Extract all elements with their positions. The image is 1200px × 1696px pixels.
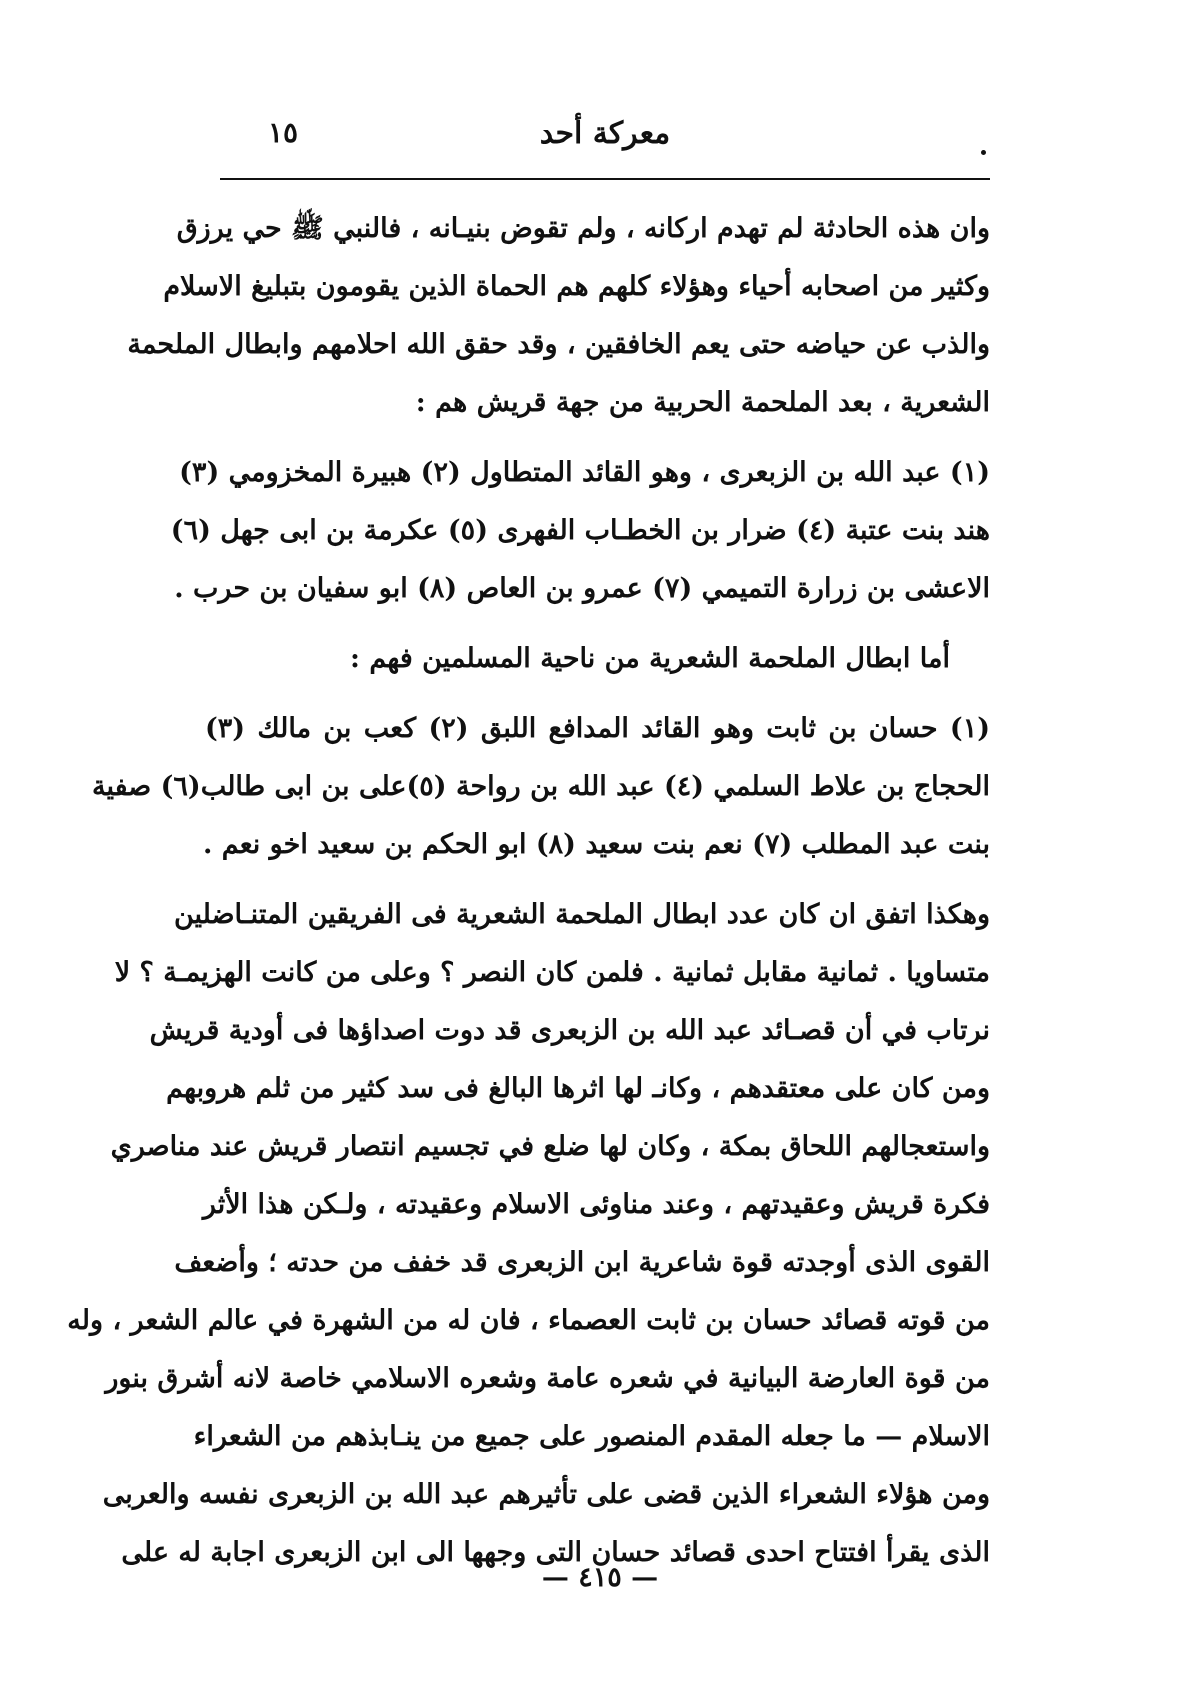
text-line: الذى يقرأ افتتاح احدى قصائد حسان التى وجهها الى ابن الزبعرى اجابة له على (121, 1537, 990, 1568)
running-title: معركة أحد (539, 116, 671, 151)
text-line: وكثير من اصحابه أحياء وهؤلاء كلهم هم الحماة الذين يقومون بتبليغ الاسلام (163, 271, 990, 302)
body-text (67, 200, 991, 1582)
text-line: وهكذا اتفق ان كان عدد ابطال الملحمة الشعرية فى الفريقين المتنـاضلين (173, 899, 990, 930)
text-line: وان هذه الحادثة لم تهدم اركانه ، ولم تقوض بنيـانه ، فالنبي ﷺ حي يرزق (176, 213, 990, 244)
text-line: من قوة العارضة البيانية في شعره عامة وشعره الاسلامي خاصة لانه أشرق بنور (105, 1363, 990, 1394)
text-line: أما ابطال الملحمة الشعرية من ناحية المسلمين فهم : (350, 643, 950, 674)
header-page-number: ١٥ (268, 116, 299, 149)
text-line: بنت عبد المطلب (٧) نعم بنت سعيد (٨) ابو الحكم بن سعيد اخو نعم . (202, 829, 990, 860)
header-rule (220, 178, 990, 180)
paragraph (170, 444, 990, 618)
text-line: نرتاب في أن قصـائد عبد الله بن الزبعرى قد دوت اصداؤها فى أودية قريش (149, 1015, 990, 1046)
footer-page-number: — ٤١٥ — (541, 1562, 659, 1593)
text-line: الاسلام — ما جعله المقدم المنصور على جميع من ينـابذهم من الشعراء (193, 1421, 990, 1452)
header-dot-mark (981, 150, 986, 155)
text-line: والذب عن حياضه حتى يعم الخافقين ، وقد حقق الله احلامهم وابطال الملحمة (127, 329, 990, 360)
paragraph (127, 200, 990, 432)
text-line: الحجاج بن علاط السلمي (٤) عبد الله بن رواحة (٥)على بن ابى طالب(٦) صفية (92, 771, 990, 802)
text-line: هند بنت عتبة (٤) ضرار بن الخطـاب الفهرى (٥) عكرمة بن ابى جهل (٦) (170, 515, 990, 546)
paragraph-gap (205, 432, 990, 444)
paragraph (67, 886, 990, 1582)
paragraph (205, 630, 990, 688)
paragraph-gap (205, 688, 990, 700)
paragraph (92, 700, 991, 874)
text-line: (١) حسان بن ثابت وهو القائد المدافع اللبق (٢) كعب بن مالك (٣) (205, 713, 991, 744)
text-line: متساويا . ثمانية مقابل ثمانية . فلمن كان النصر ؟ وعلى من كانت الهزيمـة ؟ لا (114, 957, 990, 988)
text-line: واستعجالهم اللحاق بمكة ، وكان لها ضلع في تجسيم انتصار قريش عند مناصري (110, 1131, 990, 1162)
paragraph-gap (205, 874, 990, 886)
text-line: فكرة قريش وعقيدتهم ، وعند مناوئى الاسلام وعقيدته ، ولـكن هذا الأثر (202, 1189, 990, 1220)
text-line: الشعرية ، بعد الملحمة الحربية من جهة قريش هم : (415, 387, 990, 418)
text-line: الاعشى بن زرارة التميمي (٧) عمرو بن العاص (٨) ابو سفيان بن حرب . (174, 573, 990, 604)
text-line: ومن كان على معتقدهم ، وكانـ لها اثرها البالغ فى سد كثير من ثلم هروبهم (166, 1073, 990, 1104)
text-line: من قوته قصائد حسان بن ثابت العصماء ، فان له من الشهرة في عالم الشعر ، وله (67, 1305, 990, 1336)
page-header (220, 108, 990, 168)
paragraph-gap (205, 618, 990, 630)
text-line: ومن هؤلاء الشعراء الذين قضى على تأثيرهم عبد الله بن الزبعرى نفسه والعربى (102, 1479, 990, 1510)
text-line: القوى الذى أوجدته قوة شاعرية ابن الزبعرى قد خفف من حدته ؛ وأضعف (174, 1247, 990, 1278)
text-line: (١) عبد الله بن الزبعرى ، وهو القائد المتطاول (٢) هبيرة المخزومي (٣) (179, 457, 990, 488)
